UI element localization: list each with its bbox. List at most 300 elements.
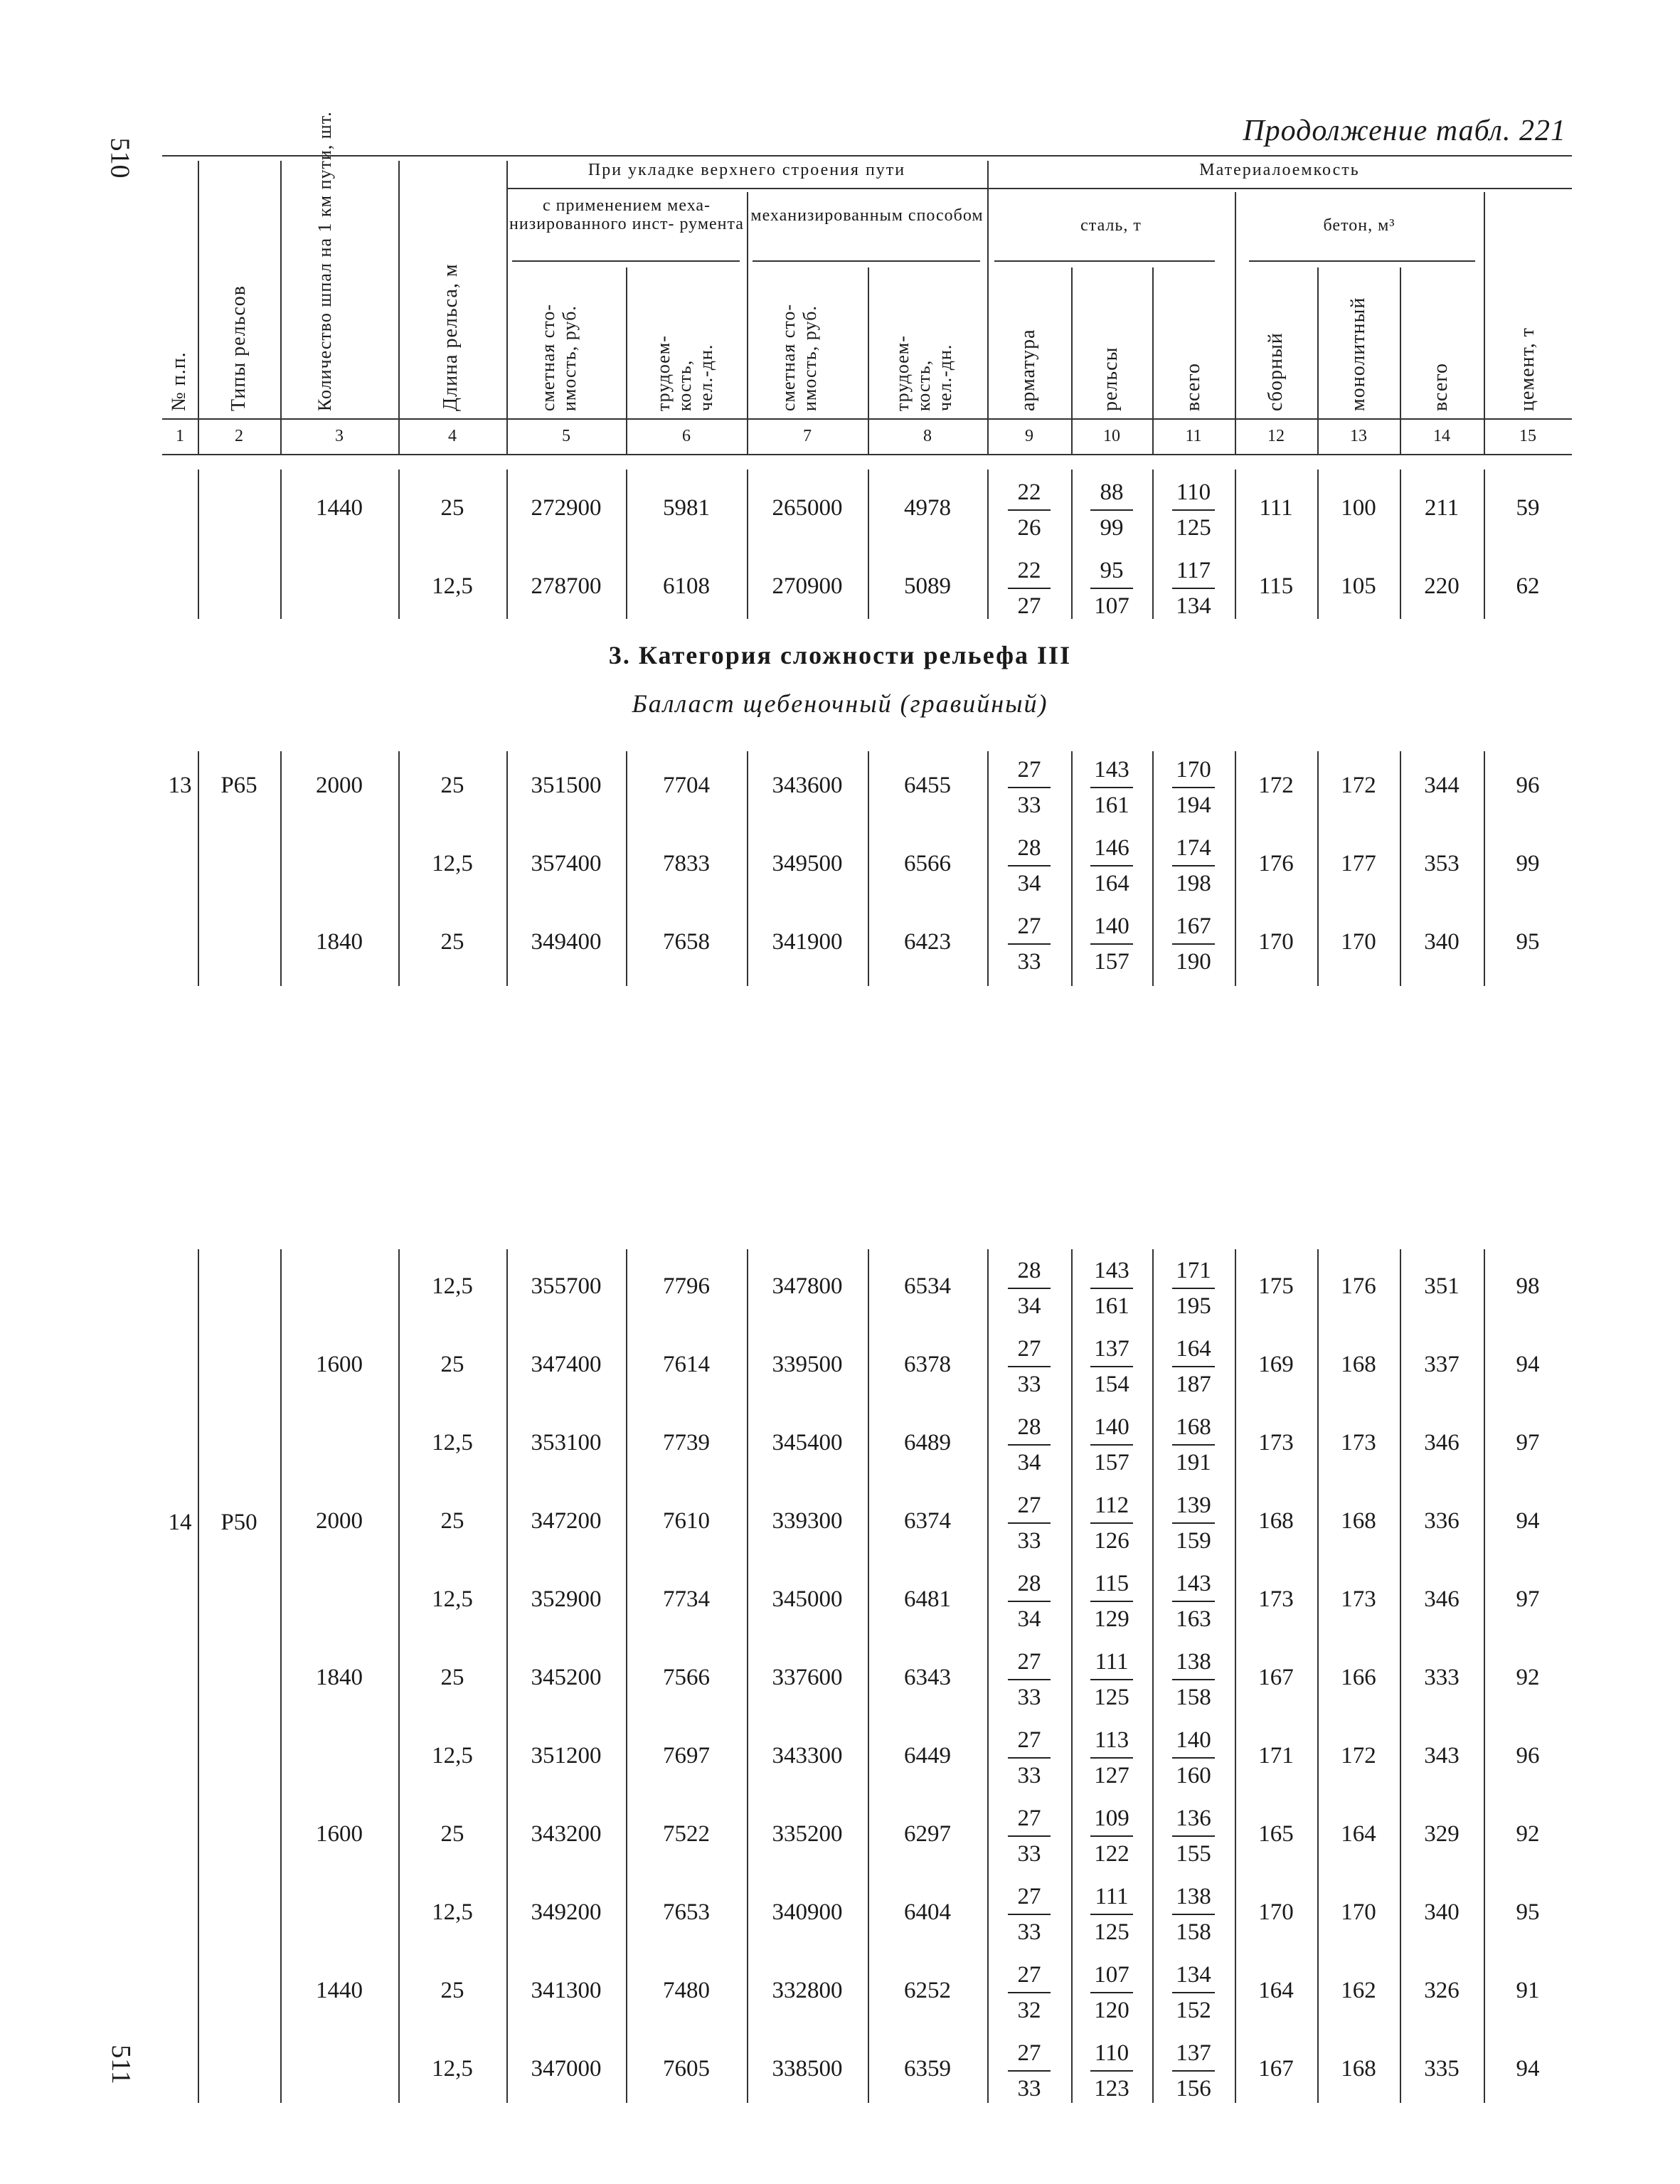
cost-mech: 343300: [772, 1743, 843, 1769]
column-number: 12: [1267, 427, 1285, 445]
concrete-monolithic: 100: [1341, 495, 1376, 521]
rail-length: 12,5: [432, 1273, 473, 1299]
concrete-monolithic: 173: [1341, 1586, 1376, 1612]
concrete-precast: 176: [1258, 851, 1294, 876]
cement: 99: [1516, 851, 1540, 876]
steel-rails-numerator: 88: [1090, 475, 1133, 511]
rail-length: 12,5: [432, 2056, 473, 2082]
column-divider: [747, 751, 748, 986]
column-divider: [747, 470, 748, 619]
steel-reinforcement-denominator: 33: [1017, 2076, 1041, 2101]
steel-total-denominator: 158: [1176, 1919, 1211, 1945]
steel-total: [1172, 1253, 1215, 1323]
subgroup-divider-steel: [994, 260, 1215, 262]
column-divider: [1484, 1249, 1485, 2103]
concrete-precast: 168: [1258, 1508, 1294, 1534]
steel-total: [1172, 1488, 1215, 1558]
column-divider: [506, 1249, 508, 2103]
steel-reinforcement: [1008, 553, 1051, 623]
column-divider: [198, 470, 199, 619]
cost-mech: 335200: [772, 1821, 843, 1847]
cost-manual: 349200: [531, 1899, 602, 1925]
steel-rails-numerator: 140: [1090, 909, 1133, 945]
steel-total-denominator: 159: [1176, 1528, 1211, 1554]
concrete-precast: 171: [1258, 1743, 1294, 1769]
steel-total: [1172, 1567, 1215, 1636]
column-number: 6: [682, 427, 691, 445]
steel-total: [1172, 909, 1215, 979]
cement: 97: [1516, 1430, 1540, 1456]
concrete-total: 344: [1424, 773, 1460, 798]
rail-length: 12,5: [432, 1586, 473, 1612]
steel-rails: [1090, 1958, 1133, 2027]
steel-reinforcement: [1008, 475, 1051, 545]
steel-total-numerator: 170: [1172, 753, 1215, 788]
concrete-precast: 164: [1258, 1978, 1294, 2003]
column-number: 1: [176, 427, 184, 445]
steel-reinforcement-numerator: 22: [1008, 475, 1051, 511]
rail-length: 25: [440, 1352, 464, 1377]
column-number-divider: [1152, 424, 1154, 454]
labor-manual: 5981: [663, 495, 710, 521]
steel-total-numerator: 138: [1172, 1645, 1215, 1680]
subgroup-concrete-label: бетон, м³: [1323, 216, 1395, 235]
header-vline: [747, 192, 748, 454]
column-divider: [1484, 470, 1485, 619]
concrete-monolithic: 164: [1341, 1821, 1376, 1847]
steel-reinforcement-numerator: 27: [1008, 1332, 1051, 1367]
column-divider: [1235, 751, 1236, 986]
header-top-rule: [162, 155, 1572, 157]
concrete-precast: 111: [1259, 495, 1293, 521]
steel-total: [1172, 1958, 1215, 2027]
steel-reinforcement: [1008, 1332, 1051, 1401]
concrete-monolithic: 176: [1341, 1273, 1376, 1299]
column-divider: [1317, 470, 1319, 619]
concrete-total: 211: [1424, 495, 1460, 521]
cost-manual: 357400: [531, 851, 602, 876]
header-col14: всего: [1430, 362, 1452, 411]
cement: 94: [1516, 2056, 1540, 2082]
column-divider: [1400, 1249, 1401, 2103]
steel-rails-numerator: 95: [1090, 553, 1133, 589]
steel-reinforcement: [1008, 753, 1051, 822]
steel-rails: [1090, 1410, 1133, 1480]
cost-manual: 355700: [531, 1273, 602, 1299]
steel-rails-denominator: 125: [1094, 1919, 1129, 1945]
concrete-monolithic: 168: [1341, 1508, 1376, 1534]
cost-manual: 347400: [531, 1352, 602, 1377]
steel-reinforcement: [1008, 831, 1051, 901]
steel-reinforcement: [1008, 1880, 1051, 1949]
steel-reinforcement-numerator: 28: [1008, 1410, 1051, 1446]
steel-rails: [1090, 1880, 1133, 1949]
labor-mech: 6449: [904, 1743, 951, 1769]
cement: 59: [1516, 495, 1540, 521]
steel-total: [1172, 1410, 1215, 1480]
rail-length: 25: [440, 495, 464, 521]
steel-rails: [1090, 553, 1133, 623]
concrete-precast: 165: [1258, 1821, 1294, 1847]
rail-length: 12,5: [432, 851, 473, 876]
column-divider: [1152, 470, 1154, 619]
column-divider: [398, 751, 400, 986]
steel-reinforcement-denominator: 33: [1017, 1919, 1041, 1945]
column-divider: [626, 470, 627, 619]
concrete-total: 220: [1424, 573, 1460, 599]
steel-total-numerator: 174: [1172, 831, 1215, 866]
labor-manual: 7833: [663, 851, 710, 876]
steel-total-denominator: 191: [1176, 1450, 1211, 1475]
labor-manual: 6108: [663, 573, 710, 599]
steel-total-numerator: 137: [1172, 2036, 1215, 2072]
steel-total: [1172, 1332, 1215, 1401]
concrete-monolithic: 170: [1341, 929, 1376, 955]
steel-total-numerator: 110: [1172, 475, 1215, 511]
concrete-precast: 167: [1258, 1665, 1294, 1690]
column-divider: [1071, 751, 1073, 986]
header-col10: рельсы: [1100, 346, 1122, 411]
header-col3: [314, 111, 336, 411]
concrete-monolithic: 168: [1341, 2056, 1376, 2082]
labor-mech: 6378: [904, 1352, 951, 1377]
labor-manual: 7739: [663, 1430, 710, 1456]
column-divider: [506, 751, 508, 986]
steel-total-denominator: 155: [1176, 1841, 1211, 1867]
rail-length: 12,5: [432, 1899, 473, 1925]
concrete-precast: 167: [1258, 2056, 1294, 2082]
row-number: 13: [168, 773, 192, 798]
column-number: 15: [1519, 427, 1536, 445]
steel-reinforcement-numerator: 28: [1008, 831, 1051, 866]
steel-rails-numerator: 112: [1090, 1488, 1133, 1524]
cost-mech: 339300: [772, 1508, 843, 1534]
steel-total-denominator: 195: [1176, 1293, 1211, 1319]
steel-rails-denominator: 157: [1094, 949, 1129, 975]
steel-rails-denominator: 127: [1094, 1763, 1129, 1788]
column-number: 13: [1350, 427, 1367, 445]
steel-total: [1172, 1880, 1215, 1949]
steel-rails: [1090, 753, 1133, 822]
subgroup-mech-label: механизированным способом: [750, 206, 984, 225]
continuation-title: Продолжение табл. 221: [1243, 115, 1566, 147]
steel-rails-numerator: 111: [1090, 1645, 1133, 1680]
steel-rails-denominator: 129: [1094, 1606, 1129, 1632]
rail-length: 12,5: [432, 1743, 473, 1769]
labor-manual: 7480: [663, 1978, 710, 2003]
column-numbers-rule: [162, 454, 1572, 455]
sleepers-count: 1600: [316, 1821, 363, 1847]
steel-reinforcement-numerator: 27: [1008, 1723, 1051, 1759]
steel-reinforcement-numerator: 28: [1008, 1567, 1051, 1602]
steel-reinforcement-denominator: 27: [1017, 593, 1041, 619]
steel-reinforcement: [1008, 1958, 1051, 2027]
steel-reinforcement-numerator: 27: [1008, 1958, 1051, 1993]
steel-total-denominator: 134: [1176, 593, 1211, 619]
cost-manual: 347200: [531, 1508, 602, 1534]
concrete-total: 346: [1424, 1430, 1460, 1456]
cement: 96: [1516, 1743, 1540, 1769]
cement: 95: [1516, 1899, 1540, 1925]
cement: 96: [1516, 773, 1540, 798]
column-divider: [1071, 470, 1073, 619]
cement: 97: [1516, 1586, 1540, 1612]
steel-reinforcement-denominator: 33: [1017, 1763, 1041, 1788]
sleepers-count: 1600: [316, 1352, 363, 1377]
cement: 92: [1516, 1665, 1540, 1690]
rail-length: 25: [440, 1821, 464, 1847]
column-number-divider: [506, 424, 508, 454]
concrete-total: 326: [1424, 1978, 1460, 2003]
steel-total: [1172, 1645, 1215, 1714]
labor-mech: 6489: [904, 1430, 951, 1456]
concrete-total: 335: [1424, 2056, 1460, 2082]
steel-total-numerator: 138: [1172, 1880, 1215, 1915]
steel-total-denominator: 160: [1176, 1763, 1211, 1788]
steel-reinforcement-denominator: 34: [1017, 1450, 1041, 1475]
steel-total-denominator: 198: [1176, 871, 1211, 896]
column-number-divider: [747, 424, 748, 454]
subgroup-divider-mid: [753, 260, 980, 262]
labor-mech: 6534: [904, 1273, 951, 1299]
column-divider: [987, 751, 989, 986]
cost-mech: 339500: [772, 1352, 843, 1377]
sleepers-count: 2000: [316, 1508, 363, 1534]
steel-total-denominator: 158: [1176, 1685, 1211, 1710]
cost-manual: 352900: [531, 1586, 602, 1612]
concrete-total: 340: [1424, 1899, 1460, 1925]
column-divider: [1152, 1249, 1154, 2103]
cost-mech: 337600: [772, 1665, 843, 1690]
concrete-total: 353: [1424, 851, 1460, 876]
steel-reinforcement-denominator: 33: [1017, 1372, 1041, 1397]
steel-total-denominator: 187: [1176, 1372, 1211, 1397]
steel-total-numerator: 136: [1172, 1801, 1215, 1837]
concrete-monolithic: 172: [1341, 1743, 1376, 1769]
steel-total-numerator: 139: [1172, 1488, 1215, 1524]
steel-total: [1172, 831, 1215, 901]
concrete-precast: 115: [1258, 573, 1294, 599]
header-vline: [1484, 192, 1485, 454]
cost-manual: 278700: [531, 573, 602, 599]
steel-reinforcement-denominator: 26: [1017, 515, 1041, 541]
steel-reinforcement-denominator: 32: [1017, 1998, 1041, 2023]
rail-type: Р50: [220, 1510, 257, 1535]
steel-rails-denominator: 120: [1094, 1998, 1129, 2023]
column-divider: [1152, 751, 1154, 986]
column-number-divider: [398, 424, 400, 454]
column-divider: [506, 470, 508, 619]
column-number: 7: [803, 427, 812, 445]
cost-manual: 353100: [531, 1430, 602, 1456]
column-divider: [626, 1249, 627, 2103]
section-subtitle: Балласт щебеночный (гравийный): [632, 689, 1048, 718]
steel-rails-denominator: 122: [1094, 1841, 1129, 1867]
cement: 91: [1516, 1978, 1540, 2003]
column-divider: [1400, 470, 1401, 619]
column-number-divider: [1235, 424, 1236, 454]
steel-rails: [1090, 475, 1133, 545]
cost-mech: 332800: [772, 1978, 843, 2003]
labor-mech: 6343: [904, 1665, 951, 1690]
column-number: 14: [1433, 427, 1450, 445]
labor-mech: 6374: [904, 1508, 951, 1534]
labor-manual: 7566: [663, 1665, 710, 1690]
steel-rails-denominator: 157: [1094, 1450, 1129, 1475]
labor-mech: 6252: [904, 1978, 951, 2003]
rail-length: 12,5: [432, 573, 473, 599]
header-vline: [506, 161, 508, 454]
column-number: 5: [562, 427, 570, 445]
rail-length: 25: [440, 1508, 464, 1534]
column-divider: [868, 751, 869, 986]
steel-rails-denominator: 123: [1094, 2076, 1129, 2101]
steel-rails-denominator: 126: [1094, 1528, 1129, 1554]
steel-total-denominator: 190: [1176, 949, 1211, 975]
header-col15: цемент, т: [1516, 327, 1538, 411]
column-divider: [1317, 751, 1319, 986]
steel-total-denominator: 163: [1176, 1606, 1211, 1632]
column-divider: [1317, 1249, 1319, 2103]
column-divider: [987, 470, 989, 619]
steel-total-denominator: 152: [1176, 1998, 1211, 2023]
rail-length: 12,5: [432, 1430, 473, 1456]
row-number: 14: [168, 1510, 192, 1535]
column-divider: [987, 1249, 989, 2103]
concrete-precast: 170: [1258, 929, 1294, 955]
concrete-monolithic: 168: [1341, 1352, 1376, 1377]
group-divider: [506, 188, 1572, 189]
header-vline: [280, 161, 282, 454]
column-divider: [398, 1249, 400, 2103]
column-divider: [868, 470, 869, 619]
cost-mech: 340900: [772, 1899, 843, 1925]
labor-manual: 7522: [663, 1821, 710, 1847]
cost-manual: 341300: [531, 1978, 602, 2003]
header-col5: сметная сто- имость, руб.: [538, 303, 580, 411]
steel-rails: [1090, 831, 1133, 901]
steel-reinforcement-numerator: 27: [1008, 2036, 1051, 2072]
labor-mech: 6297: [904, 1821, 951, 1847]
steel-reinforcement-numerator: 27: [1008, 1645, 1051, 1680]
steel-rails-numerator: 146: [1090, 831, 1133, 866]
concrete-total: 351: [1424, 1273, 1460, 1299]
steel-total-denominator: 156: [1176, 2076, 1211, 2101]
concrete-precast: 170: [1258, 1899, 1294, 1925]
header-col4: Длина рельса, м: [440, 263, 462, 411]
steel-total-numerator: 140: [1172, 1723, 1215, 1759]
column-number: 3: [335, 427, 344, 445]
steel-reinforcement: [1008, 1645, 1051, 1714]
steel-rails-denominator: 99: [1100, 515, 1124, 541]
column-number: 2: [235, 427, 243, 445]
column-divider: [280, 751, 282, 986]
steel-reinforcement-numerator: 27: [1008, 753, 1051, 788]
concrete-monolithic: 170: [1341, 1899, 1376, 1925]
steel-reinforcement: [1008, 1723, 1051, 1793]
cost-mech: 345400: [772, 1430, 843, 1456]
group-material-label: Материалоемкость: [1199, 161, 1360, 179]
header-col7: сметная сто- имость, руб.: [778, 303, 820, 411]
sleepers-count: 1440: [316, 495, 363, 521]
column-divider: [280, 1249, 282, 2103]
header-vline: [398, 161, 400, 454]
header-bottom-rule: [162, 418, 1572, 420]
column-number-divider: [280, 424, 282, 454]
concrete-monolithic: 173: [1341, 1430, 1376, 1456]
cost-mech: 347800: [772, 1273, 843, 1299]
concrete-total: 337: [1424, 1352, 1460, 1377]
subgroup-steel-label: сталь, т: [1080, 216, 1142, 235]
subgroup-manual-label: с применением меха- низированного инст- румента: [509, 196, 744, 233]
column-number: 4: [448, 427, 457, 445]
column-number: 9: [1025, 427, 1033, 445]
column-divider: [1235, 1249, 1236, 2103]
steel-rails-denominator: 161: [1094, 793, 1129, 818]
steel-rails: [1090, 1645, 1133, 1714]
concrete-monolithic: 162: [1341, 1978, 1376, 2003]
steel-reinforcement-denominator: 33: [1017, 1685, 1041, 1710]
steel-total-denominator: 194: [1176, 793, 1211, 818]
steel-reinforcement-numerator: 27: [1008, 1488, 1051, 1524]
steel-reinforcement-denominator: 33: [1017, 1528, 1041, 1554]
concrete-monolithic: 172: [1341, 773, 1376, 798]
steel-reinforcement-numerator: 22: [1008, 553, 1051, 589]
rail-length: 25: [440, 1665, 464, 1690]
concrete-precast: 169: [1258, 1352, 1294, 1377]
steel-total: [1172, 1723, 1215, 1793]
sleepers-count: 1840: [316, 929, 363, 955]
steel-reinforcement: [1008, 1488, 1051, 1558]
steel-rails-numerator: 140: [1090, 1410, 1133, 1446]
column-number-divider: [1400, 424, 1401, 454]
steel-total-numerator: 164: [1172, 1332, 1215, 1367]
labor-manual: 7704: [663, 773, 710, 798]
column-divider: [198, 751, 199, 986]
cost-mech: 345000: [772, 1586, 843, 1612]
column-number: 8: [923, 427, 932, 445]
labor-manual: 7653: [663, 1899, 710, 1925]
column-divider: [1071, 1249, 1073, 2103]
steel-rails-denominator: 164: [1094, 871, 1129, 896]
steel-reinforcement-numerator: 27: [1008, 1801, 1051, 1837]
section-title: 3. Категория сложности рельефа III: [608, 641, 1072, 669]
cost-manual: 351200: [531, 1743, 602, 1769]
subgroup-divider-left: [512, 260, 740, 262]
labor-mech: 6404: [904, 1899, 951, 1925]
steel-total: [1172, 753, 1215, 822]
header-col13: монолитный: [1347, 297, 1369, 411]
steel-rails-numerator: 110: [1090, 2036, 1133, 2072]
steel-total-numerator: 167: [1172, 909, 1215, 945]
labor-mech: 6481: [904, 1586, 951, 1612]
labor-manual: 7614: [663, 1352, 710, 1377]
cement: 62: [1516, 573, 1540, 599]
steel-rails-numerator: 137: [1090, 1332, 1133, 1367]
column-number-divider: [626, 424, 627, 454]
steel-total: [1172, 1801, 1215, 1871]
page-number-bottom: 511: [105, 2045, 136, 2084]
labor-mech: 6359: [904, 2056, 951, 2082]
cost-manual: 343200: [531, 1821, 602, 1847]
column-number-divider: [987, 424, 989, 454]
steel-rails-denominator: 161: [1094, 1293, 1129, 1319]
column-number: 10: [1103, 427, 1120, 445]
steel-reinforcement: [1008, 909, 1051, 979]
steel-reinforcement: [1008, 1253, 1051, 1323]
subgroup-divider-concrete: [1249, 260, 1475, 262]
concrete-total: 340: [1424, 929, 1460, 955]
